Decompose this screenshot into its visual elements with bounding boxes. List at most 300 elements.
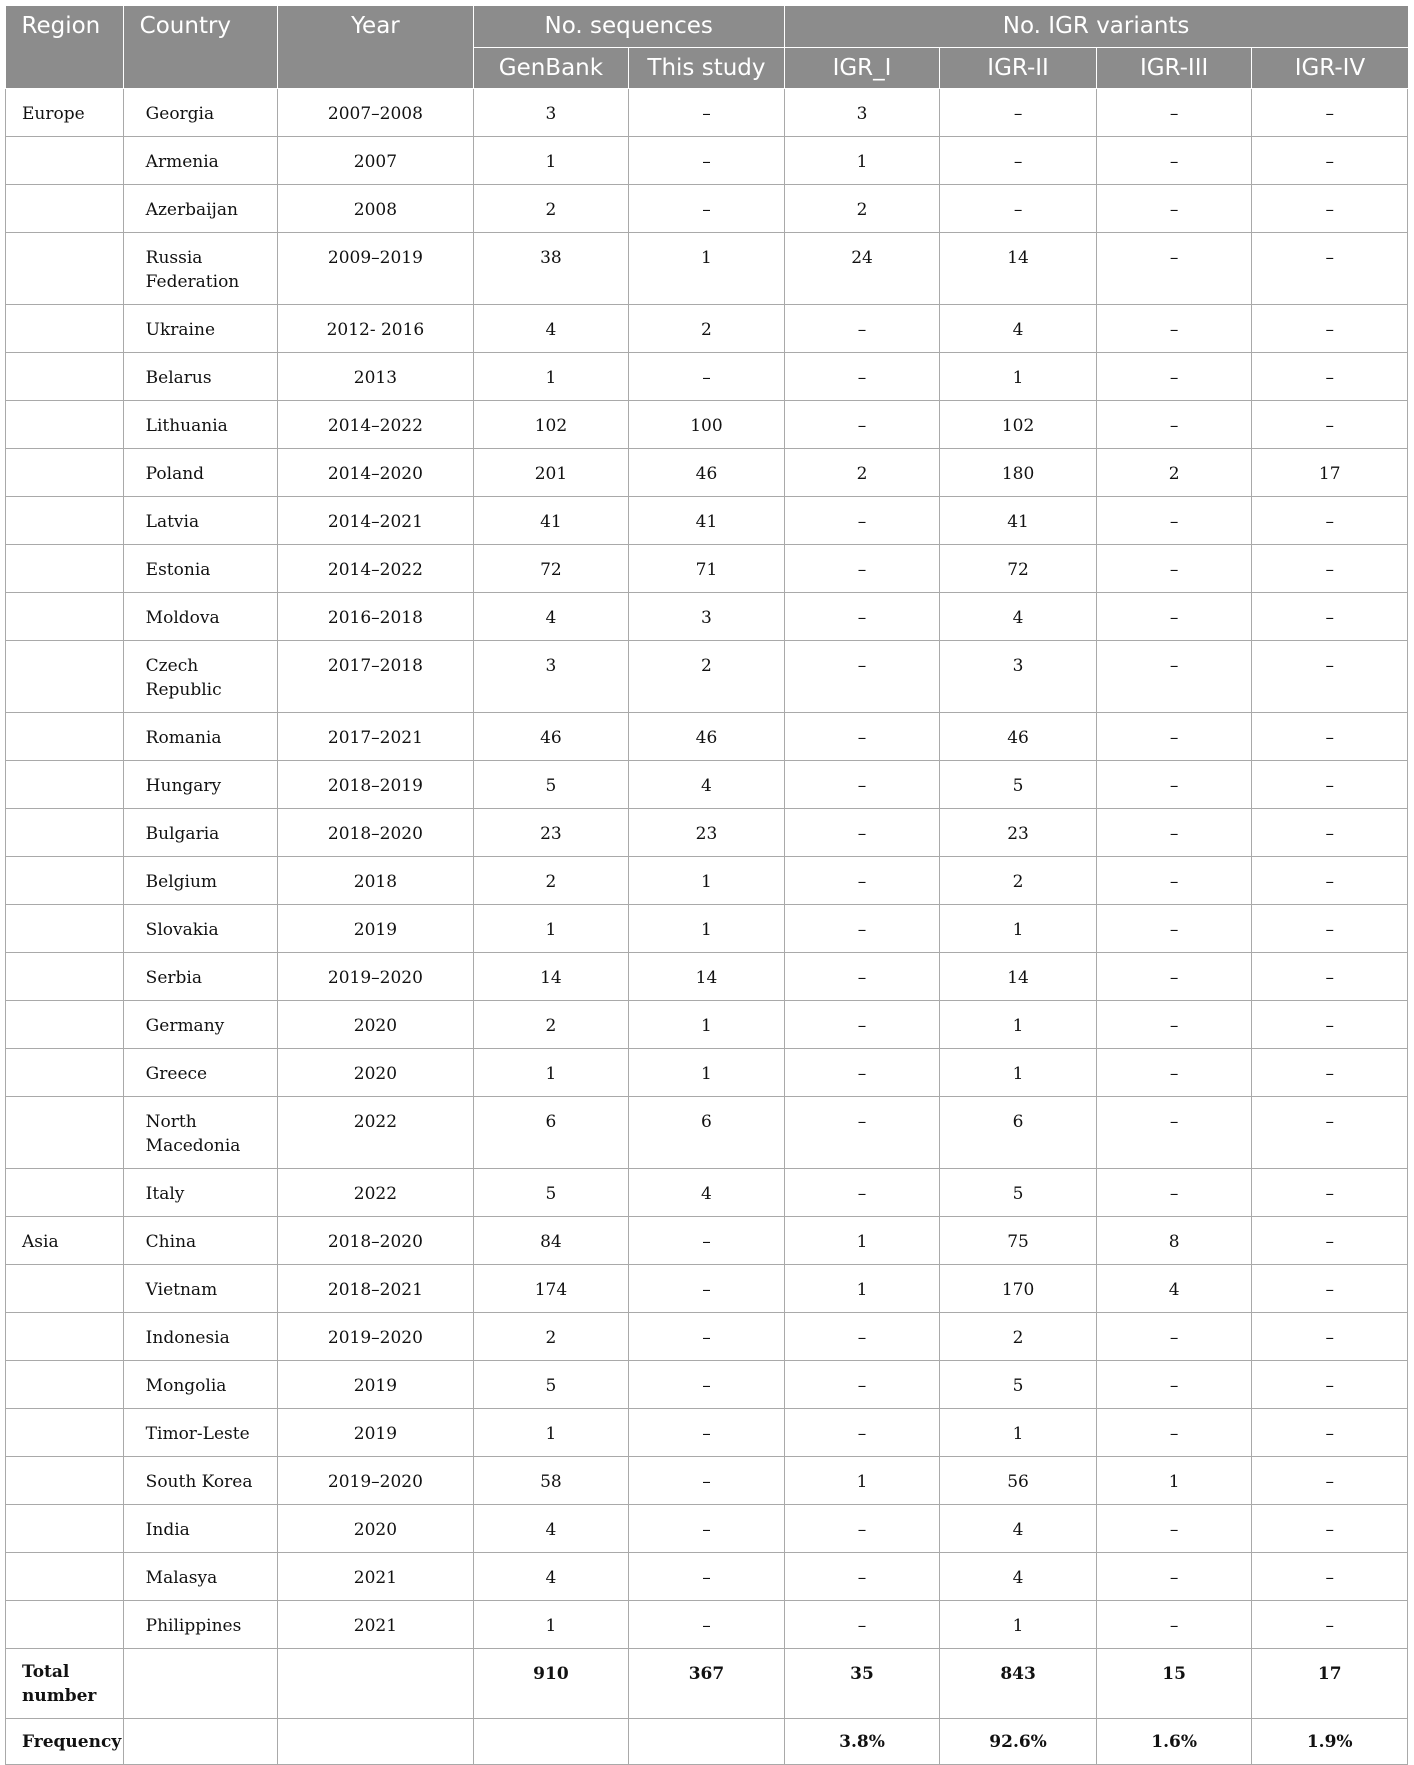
- year-cell: 2018–2021: [278, 1264, 473, 1312]
- igr-iii-cell: –: [1096, 352, 1252, 400]
- igr-iii-cell: 1: [1096, 1456, 1252, 1504]
- igr-i-cell: –: [784, 1360, 940, 1408]
- data-table-container: [5, 6, 1408, 1765]
- region-cell: [6, 1096, 124, 1168]
- igr-iv-cell: –: [1252, 760, 1408, 808]
- year-cell: 2018: [278, 856, 473, 904]
- year-cell: 2014–2021: [278, 496, 473, 544]
- region-cell: [6, 1456, 124, 1504]
- frequency-country-cell: [123, 1718, 278, 1764]
- this-study-cell: 1: [629, 1048, 785, 1096]
- genbank-cell: 2: [473, 184, 629, 232]
- genbank-cell: 3: [473, 640, 629, 712]
- year-cell: 2016–2018: [278, 592, 473, 640]
- igr-iv-cell: –: [1252, 1264, 1408, 1312]
- igr-iii-cell: –: [1096, 400, 1252, 448]
- igr-ii-cell: 3: [940, 640, 1097, 712]
- igr-iv-cell: –: [1252, 952, 1408, 1000]
- this-study-cell: –: [629, 1600, 785, 1648]
- table-row: [6, 1000, 1408, 1048]
- country-cell: China: [123, 1216, 278, 1264]
- genbank-cell: 4: [473, 1552, 629, 1600]
- igr-ii-cell: 1: [940, 1600, 1097, 1648]
- country-cell: Serbia: [123, 952, 278, 1000]
- frequency-this-study-cell: [629, 1718, 785, 1764]
- region-cell: [6, 712, 124, 760]
- year-cell: 2014–2020: [278, 448, 473, 496]
- igr-iii-cell: –: [1096, 856, 1252, 904]
- igr-i-cell: –: [784, 1168, 940, 1216]
- region-cell: [6, 496, 124, 544]
- country-cell: North Macedonia: [123, 1096, 278, 1168]
- igr-ii-cell: 4: [940, 1552, 1097, 1600]
- frequency-igr-i: 3.8%: [784, 1718, 940, 1764]
- igr-ii-cell: 1: [940, 352, 1097, 400]
- igr-iv-cell: –: [1252, 1096, 1408, 1168]
- igr-iv-cell: –: [1252, 1552, 1408, 1600]
- igr-iv-cell: –: [1252, 1168, 1408, 1216]
- country-cell: Georgia: [123, 88, 278, 136]
- table-row: [6, 1504, 1408, 1552]
- total-label: Total number: [6, 1648, 124, 1718]
- igr-iii-cell: –: [1096, 1600, 1252, 1648]
- igr-iii-cell: –: [1096, 592, 1252, 640]
- region-cell: [6, 448, 124, 496]
- genbank-cell: 3: [473, 88, 629, 136]
- country-cell: Greece: [123, 1048, 278, 1096]
- region-cell: [6, 808, 124, 856]
- region-cell: Asia: [6, 1216, 124, 1264]
- genbank-cell: 58: [473, 1456, 629, 1504]
- igr-iii-cell: –: [1096, 712, 1252, 760]
- igr-ii-cell: 75: [940, 1216, 1097, 1264]
- header-igr-iv: IGR-IV: [1252, 47, 1408, 88]
- header-country: Country: [123, 6, 278, 88]
- year-cell: 2017–2021: [278, 712, 473, 760]
- year-cell: 2014–2022: [278, 400, 473, 448]
- igr-i-cell: –: [784, 1048, 940, 1096]
- genbank-cell: 38: [473, 232, 629, 304]
- igr-ii-cell: 56: [940, 1456, 1097, 1504]
- country-cell: Belarus: [123, 352, 278, 400]
- igr-i-cell: 24: [784, 232, 940, 304]
- this-study-cell: 1: [629, 232, 785, 304]
- year-cell: 2022: [278, 1168, 473, 1216]
- this-study-cell: –: [629, 1312, 785, 1360]
- igr-i-cell: 1: [784, 1216, 940, 1264]
- igr-ii-cell: 4: [940, 1504, 1097, 1552]
- year-cell: 2008: [278, 184, 473, 232]
- igr-i-cell: –: [784, 1000, 940, 1048]
- igr-iv-cell: –: [1252, 1504, 1408, 1552]
- igr-iii-cell: –: [1096, 1312, 1252, 1360]
- this-study-cell: –: [629, 1408, 785, 1456]
- genbank-cell: 5: [473, 760, 629, 808]
- country-cell: Estonia: [123, 544, 278, 592]
- igr-i-cell: –: [784, 760, 940, 808]
- genbank-cell: 1: [473, 1048, 629, 1096]
- igr-iii-cell: 2: [1096, 448, 1252, 496]
- this-study-cell: 2: [629, 640, 785, 712]
- year-cell: 2013: [278, 352, 473, 400]
- this-study-cell: 1: [629, 1000, 785, 1048]
- igr-ii-cell: 6: [940, 1096, 1097, 1168]
- header-igr-i: IGR_I: [784, 47, 940, 88]
- igr-ii-cell: 72: [940, 544, 1097, 592]
- country-cell: Timor-Leste: [123, 1408, 278, 1456]
- region-cell: [6, 760, 124, 808]
- table-row: [6, 184, 1408, 232]
- table-row: [6, 1264, 1408, 1312]
- igr-iv-cell: –: [1252, 1456, 1408, 1504]
- igr-iii-cell: –: [1096, 232, 1252, 304]
- igr-i-cell: 3: [784, 88, 940, 136]
- igr-ii-cell: 170: [940, 1264, 1097, 1312]
- this-study-cell: 14: [629, 952, 785, 1000]
- year-cell: 2021: [278, 1552, 473, 1600]
- country-cell: Italy: [123, 1168, 278, 1216]
- this-study-cell: –: [629, 1360, 785, 1408]
- country-cell: Romania: [123, 712, 278, 760]
- frequency-year-cell: [278, 1718, 473, 1764]
- region-cell: [6, 400, 124, 448]
- frequency-row: [6, 1718, 1408, 1764]
- genbank-cell: 5: [473, 1168, 629, 1216]
- this-study-cell: –: [629, 1456, 785, 1504]
- igr-i-cell: –: [784, 1408, 940, 1456]
- country-cell: Slovakia: [123, 904, 278, 952]
- table-row: [6, 448, 1408, 496]
- this-study-cell: 100: [629, 400, 785, 448]
- genbank-cell: 1: [473, 1408, 629, 1456]
- igr-ii-cell: 14: [940, 232, 1097, 304]
- igr-i-cell: –: [784, 1504, 940, 1552]
- total-genbank: 910: [473, 1648, 629, 1718]
- igr-ii-cell: 5: [940, 1168, 1097, 1216]
- country-cell: Moldova: [123, 592, 278, 640]
- igr-ii-cell: 102: [940, 400, 1097, 448]
- igr-i-cell: –: [784, 1312, 940, 1360]
- table-row: [6, 88, 1408, 136]
- country-cell: Armenia: [123, 136, 278, 184]
- igr-iv-cell: –: [1252, 232, 1408, 304]
- region-cell: [6, 1600, 124, 1648]
- country-cell: South Korea: [123, 1456, 278, 1504]
- total-country-cell: [123, 1648, 278, 1718]
- this-study-cell: –: [629, 88, 785, 136]
- year-cell: 2012- 2016: [278, 304, 473, 352]
- igr-iii-cell: –: [1096, 952, 1252, 1000]
- igr-ii-cell: 23: [940, 808, 1097, 856]
- year-cell: 2018–2020: [278, 1216, 473, 1264]
- country-cell: Lithuania: [123, 400, 278, 448]
- frequency-igr-iii: 1.6%: [1096, 1718, 1252, 1764]
- igr-iv-cell: –: [1252, 712, 1408, 760]
- country-cell: Russia Federation: [123, 232, 278, 304]
- igr-iv-cell: –: [1252, 496, 1408, 544]
- igr-i-cell: –: [784, 952, 940, 1000]
- table-row: [6, 808, 1408, 856]
- header-region: Region: [6, 6, 124, 88]
- year-cell: 2018–2020: [278, 808, 473, 856]
- region-cell: [6, 1000, 124, 1048]
- igr-iv-cell: –: [1252, 1360, 1408, 1408]
- table-row: [6, 1600, 1408, 1648]
- header-igr-iii: IGR-III: [1096, 47, 1252, 88]
- genbank-cell: 2: [473, 856, 629, 904]
- table-row: [6, 352, 1408, 400]
- igr-iv-cell: –: [1252, 352, 1408, 400]
- table-row: [6, 232, 1408, 304]
- igr-ii-cell: 14: [940, 952, 1097, 1000]
- this-study-cell: –: [629, 184, 785, 232]
- genbank-cell: 201: [473, 448, 629, 496]
- table-row: [6, 1552, 1408, 1600]
- genbank-cell: 23: [473, 808, 629, 856]
- igr-ii-cell: 180: [940, 448, 1097, 496]
- table-row: [6, 1408, 1408, 1456]
- region-cell: [6, 904, 124, 952]
- igr-iii-cell: –: [1096, 640, 1252, 712]
- country-cell: Malasya: [123, 1552, 278, 1600]
- igr-iv-cell: –: [1252, 1312, 1408, 1360]
- total-igr-ii: 843: [940, 1648, 1097, 1718]
- this-study-cell: 2: [629, 304, 785, 352]
- this-study-cell: 71: [629, 544, 785, 592]
- igr-iii-cell: –: [1096, 808, 1252, 856]
- country-cell: Ukraine: [123, 304, 278, 352]
- igr-iv-cell: –: [1252, 592, 1408, 640]
- this-study-cell: –: [629, 136, 785, 184]
- igr-ii-cell: 1: [940, 904, 1097, 952]
- igr-i-cell: 1: [784, 1264, 940, 1312]
- region-cell: Europe: [6, 88, 124, 136]
- header-no-igr-variants: No. IGR variants: [784, 6, 1407, 47]
- genbank-cell: 4: [473, 1504, 629, 1552]
- table-row: [6, 400, 1408, 448]
- genbank-cell: 1: [473, 136, 629, 184]
- igr-iii-cell: –: [1096, 1168, 1252, 1216]
- igr-i-cell: –: [784, 808, 940, 856]
- frequency-label: Frequency: [6, 1718, 124, 1764]
- igr-i-cell: –: [784, 544, 940, 592]
- table-row: [6, 136, 1408, 184]
- table-row: [6, 304, 1408, 352]
- genbank-cell: 5: [473, 1360, 629, 1408]
- this-study-cell: –: [629, 1216, 785, 1264]
- country-cell: Germany: [123, 1000, 278, 1048]
- igr-i-cell: –: [784, 304, 940, 352]
- igr-i-cell: –: [784, 640, 940, 712]
- year-cell: 2019: [278, 904, 473, 952]
- igr-iv-cell: –: [1252, 808, 1408, 856]
- header-year: Year: [278, 6, 473, 88]
- igr-iii-cell: –: [1096, 496, 1252, 544]
- igr-iv-cell: –: [1252, 184, 1408, 232]
- year-cell: 2020: [278, 1048, 473, 1096]
- igr-ii-cell: 4: [940, 592, 1097, 640]
- country-cell: Mongolia: [123, 1360, 278, 1408]
- table-row: [6, 1360, 1408, 1408]
- country-cell: Czech Republic: [123, 640, 278, 712]
- this-study-cell: 23: [629, 808, 785, 856]
- igr-ii-cell: 41: [940, 496, 1097, 544]
- igr-ii-cell: 1: [940, 1408, 1097, 1456]
- region-cell: [6, 544, 124, 592]
- igr-iv-cell: 17: [1252, 448, 1408, 496]
- header-no-sequences: No. sequences: [473, 6, 784, 47]
- genbank-cell: 46: [473, 712, 629, 760]
- region-cell: [6, 1504, 124, 1552]
- genbank-cell: 14: [473, 952, 629, 1000]
- igr-ii-cell: 5: [940, 760, 1097, 808]
- this-study-cell: 41: [629, 496, 785, 544]
- table-row: [6, 544, 1408, 592]
- igr-i-cell: –: [784, 400, 940, 448]
- igr-variants-table: [5, 6, 1408, 1765]
- year-cell: 2019–2020: [278, 952, 473, 1000]
- table-row: [6, 496, 1408, 544]
- region-cell: [6, 1360, 124, 1408]
- genbank-cell: 102: [473, 400, 629, 448]
- igr-ii-cell: 5: [940, 1360, 1097, 1408]
- igr-iii-cell: –: [1096, 1048, 1252, 1096]
- igr-iii-cell: –: [1096, 760, 1252, 808]
- igr-iv-cell: –: [1252, 1216, 1408, 1264]
- igr-iii-cell: –: [1096, 1504, 1252, 1552]
- region-cell: [6, 1168, 124, 1216]
- igr-i-cell: 2: [784, 184, 940, 232]
- genbank-cell: 1: [473, 904, 629, 952]
- igr-iii-cell: –: [1096, 904, 1252, 952]
- year-cell: 2007–2008: [278, 88, 473, 136]
- genbank-cell: 174: [473, 1264, 629, 1312]
- this-study-cell: 1: [629, 904, 785, 952]
- total-this-study: 367: [629, 1648, 785, 1718]
- country-cell: Poland: [123, 448, 278, 496]
- igr-i-cell: –: [784, 352, 940, 400]
- igr-ii-cell: –: [940, 88, 1097, 136]
- this-study-cell: –: [629, 1552, 785, 1600]
- region-cell: [6, 856, 124, 904]
- this-study-cell: 3: [629, 592, 785, 640]
- header-igr-ii: IGR-II: [940, 47, 1097, 88]
- frequency-igr-ii: 92.6%: [940, 1718, 1097, 1764]
- igr-iv-cell: –: [1252, 640, 1408, 712]
- table-row: [6, 1168, 1408, 1216]
- igr-i-cell: –: [784, 496, 940, 544]
- total-year-cell: [278, 1648, 473, 1718]
- region-cell: [6, 352, 124, 400]
- table-header: [6, 6, 1408, 88]
- genbank-cell: 4: [473, 592, 629, 640]
- year-cell: 2009–2019: [278, 232, 473, 304]
- year-cell: 2020: [278, 1000, 473, 1048]
- region-cell: [6, 640, 124, 712]
- igr-i-cell: –: [784, 1552, 940, 1600]
- this-study-cell: –: [629, 1504, 785, 1552]
- year-cell: 2019: [278, 1360, 473, 1408]
- igr-iv-cell: –: [1252, 400, 1408, 448]
- year-cell: 2021: [278, 1600, 473, 1648]
- frequency-genbank-cell: [473, 1718, 629, 1764]
- year-cell: 2018–2019: [278, 760, 473, 808]
- igr-iii-cell: –: [1096, 1000, 1252, 1048]
- igr-i-cell: –: [784, 1600, 940, 1648]
- igr-i-cell: 2: [784, 448, 940, 496]
- igr-iv-cell: –: [1252, 136, 1408, 184]
- table-body: [6, 88, 1408, 1764]
- igr-ii-cell: 2: [940, 856, 1097, 904]
- country-cell: Belgium: [123, 856, 278, 904]
- igr-i-cell: –: [784, 592, 940, 640]
- country-cell: Azerbaijan: [123, 184, 278, 232]
- igr-iii-cell: –: [1096, 1096, 1252, 1168]
- igr-ii-cell: –: [940, 136, 1097, 184]
- genbank-cell: 72: [473, 544, 629, 592]
- country-cell: Latvia: [123, 496, 278, 544]
- igr-iii-cell: –: [1096, 184, 1252, 232]
- genbank-cell: 2: [473, 1312, 629, 1360]
- total-igr-iv: 17: [1252, 1648, 1408, 1718]
- country-cell: Hungary: [123, 760, 278, 808]
- header-this-study: This study: [629, 47, 785, 88]
- this-study-cell: 46: [629, 448, 785, 496]
- igr-ii-cell: 1: [940, 1000, 1097, 1048]
- table-row: [6, 1456, 1408, 1504]
- igr-ii-cell: –: [940, 184, 1097, 232]
- region-cell: [6, 1264, 124, 1312]
- table-row: [6, 1312, 1408, 1360]
- igr-iv-cell: –: [1252, 544, 1408, 592]
- igr-iii-cell: 8: [1096, 1216, 1252, 1264]
- genbank-cell: 6: [473, 1096, 629, 1168]
- igr-iii-cell: –: [1096, 304, 1252, 352]
- region-cell: [6, 952, 124, 1000]
- year-cell: 2019–2020: [278, 1456, 473, 1504]
- country-cell: Bulgaria: [123, 808, 278, 856]
- genbank-cell: 4: [473, 304, 629, 352]
- total-row: [6, 1648, 1408, 1718]
- country-cell: India: [123, 1504, 278, 1552]
- year-cell: 2017–2018: [278, 640, 473, 712]
- igr-iii-cell: –: [1096, 544, 1252, 592]
- igr-ii-cell: 1: [940, 1048, 1097, 1096]
- this-study-cell: 4: [629, 760, 785, 808]
- this-study-cell: 6: [629, 1096, 785, 1168]
- igr-ii-cell: 2: [940, 1312, 1097, 1360]
- total-igr-iii: 15: [1096, 1648, 1252, 1718]
- country-cell: Vietnam: [123, 1264, 278, 1312]
- table-row: [6, 592, 1408, 640]
- table-row: [6, 712, 1408, 760]
- genbank-cell: 1: [473, 352, 629, 400]
- total-igr-i: 35: [784, 1648, 940, 1718]
- igr-iv-cell: –: [1252, 1000, 1408, 1048]
- year-cell: 2007: [278, 136, 473, 184]
- igr-iv-cell: –: [1252, 1048, 1408, 1096]
- region-cell: [6, 1312, 124, 1360]
- region-cell: [6, 232, 124, 304]
- igr-iv-cell: –: [1252, 1600, 1408, 1648]
- genbank-cell: 84: [473, 1216, 629, 1264]
- igr-i-cell: 1: [784, 1456, 940, 1504]
- igr-iv-cell: –: [1252, 1408, 1408, 1456]
- igr-iii-cell: –: [1096, 1360, 1252, 1408]
- year-cell: 2019–2020: [278, 1312, 473, 1360]
- igr-i-cell: –: [784, 1096, 940, 1168]
- table-row: [6, 1216, 1408, 1264]
